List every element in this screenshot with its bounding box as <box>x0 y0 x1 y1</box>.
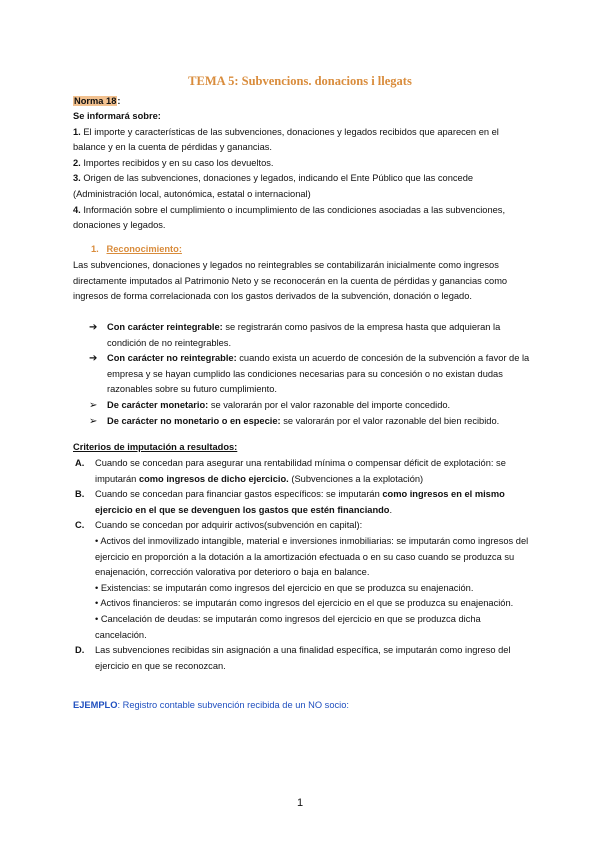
arrowhead-icon: ➢ <box>89 415 98 427</box>
page-title: TEMA 5: Subvencions. donacions i llegats <box>188 74 412 88</box>
norma-label: Norma 18 <box>74 96 117 106</box>
criterio-c-bullet: • Cancelación de deudas: se imputarán como ingresos del ejercicio en que se produzca dicha cancelación. <box>95 613 481 640</box>
criterio-c-bullet: • Activos del inmovilizado intangible, material e inversiones inmobiliarias: se imputarán como ingresos del ejercicio en proporción a la dotación a la amortización efectuada o en su caso cuando se produzca su enajenación, corrección valorativa por deterioro o baja en balance. <box>95 535 529 578</box>
criterio-b: B. Cuando se concedan para financiar gastos específicos: se imputarán como ingresos en el mismo ejercicio en el que se devenguen los gastos que estén financiando. <box>75 489 505 515</box>
criterios-heading: Criterios de imputación a resultados: <box>73 442 238 452</box>
criterio-a: A. Cuando se concedan para asegurar una rentabilidad mínima o compensar déficit de explotación: se imputarán como ingresos de dicho ejercicio. (Subvenciones a la explotación) <box>75 458 506 484</box>
criterio-d: D. Las subvenciones recibidas sin asignación a una finalidad específica, se imputarán como ingreso del ejercicio en que se reconozcan. <box>75 645 511 671</box>
norma-item-3: 3. Origen de las subvenciones, donaciones y legados, indicando el Ente Público que las concede (Administración local, autonómica, estatal o internacional) <box>73 173 474 199</box>
arrow-icon: ➔ <box>89 322 98 333</box>
informara-line: Se informará sobre: <box>73 111 161 121</box>
reconocimiento-heading: 1. Reconocimiento: <box>91 244 182 254</box>
page-number: 1 <box>296 797 304 809</box>
norma-item-1: 1. El importe y características de las subvenciones, donaciones y legados recibidos que aparecen en el balance y en la cuenta de pérdidas y ganancias. <box>73 126 499 153</box>
list-item: ➔ Con carácter reintegrable: se registrarán como pasivos de la empresa hasta que adquieran la condición de no reintegrables. <box>89 322 501 348</box>
criterio-c-bullet: • Existencias: se imputarán como ingresos del ejercicio en que se produzca su enajenación. <box>95 582 474 593</box>
list-item: ➢ De carácter no monetario o en especie: se valorarán por el valor razonable del bien recibido. <box>73 414 533 430</box>
norma-item-2: 2. Importes recibidos y en su caso los devueltos. <box>73 157 274 168</box>
list-item: ➔ Con carácter no reintegrable: cuando exista un acuerdo de concesión de la subvención a favor de la empresa y se hayan cumplido las condiciones necesarias para su concesión o no existan dudas razonables sobre su futuro cumplimiento. <box>89 353 530 395</box>
norma-item-4: 4. Información sobre el cumplimiento o incumplimiento de las condiciones asociadas a las subvenciones, donaciones y legados. <box>73 204 506 231</box>
arrow-icon: ➔ <box>89 353 98 365</box>
list-item: ➢ De carácter monetario: se valorarán por el valor razonable del importe concedido. <box>73 398 533 414</box>
criterios-list <box>73 456 533 674</box>
norma-body <box>73 109 533 234</box>
reconocimiento-list <box>73 320 533 429</box>
reconocimiento-paragraph: Las subvenciones, donaciones y legados no reintegrables se contabilizarán inicialmente como ingresos directamente imputados al Patrimonio Neto y se reconocerán en la cuenta de pérdidas y ganancias como ingresos de forma correlacionada con los gastos derivados de la subvención, donación o legado. <box>73 260 508 302</box>
criterio-c: C. Cuando se concedan por adquirir activos(subvención en capital): • Activos del inmovilizado intangible, material e inversiones inmobiliarias: se imputarán como ingresos del ejercicio en proporción a la dotación a la amortización efectuada o en su caso cuando se produzca su enajenación, corrección valorativa por deterioro o baja en balance. • Existencias: se imputarán como ingresos del ejercicio en que se produzca su enajenación. • Activos financieros: se imputarán como ingresos del ejercicio en el que se produzca su enajenación. • Cancelación de deudas: se imputarán como ingresos del ejercicio en que se produzca dicha cancelación. <box>73 518 533 643</box>
arrowhead-icon: ➢ <box>89 399 98 411</box>
norma-heading: Norma 18: <box>74 96 121 106</box>
ejemplo-line: EJEMPLO: Registro contable subvención recibida de un NO socio: <box>73 700 349 710</box>
criterio-c-bullet: • Activos financieros: se imputarán como ingresos del ejercicio en el que se produzca su enajenación. <box>95 598 514 609</box>
